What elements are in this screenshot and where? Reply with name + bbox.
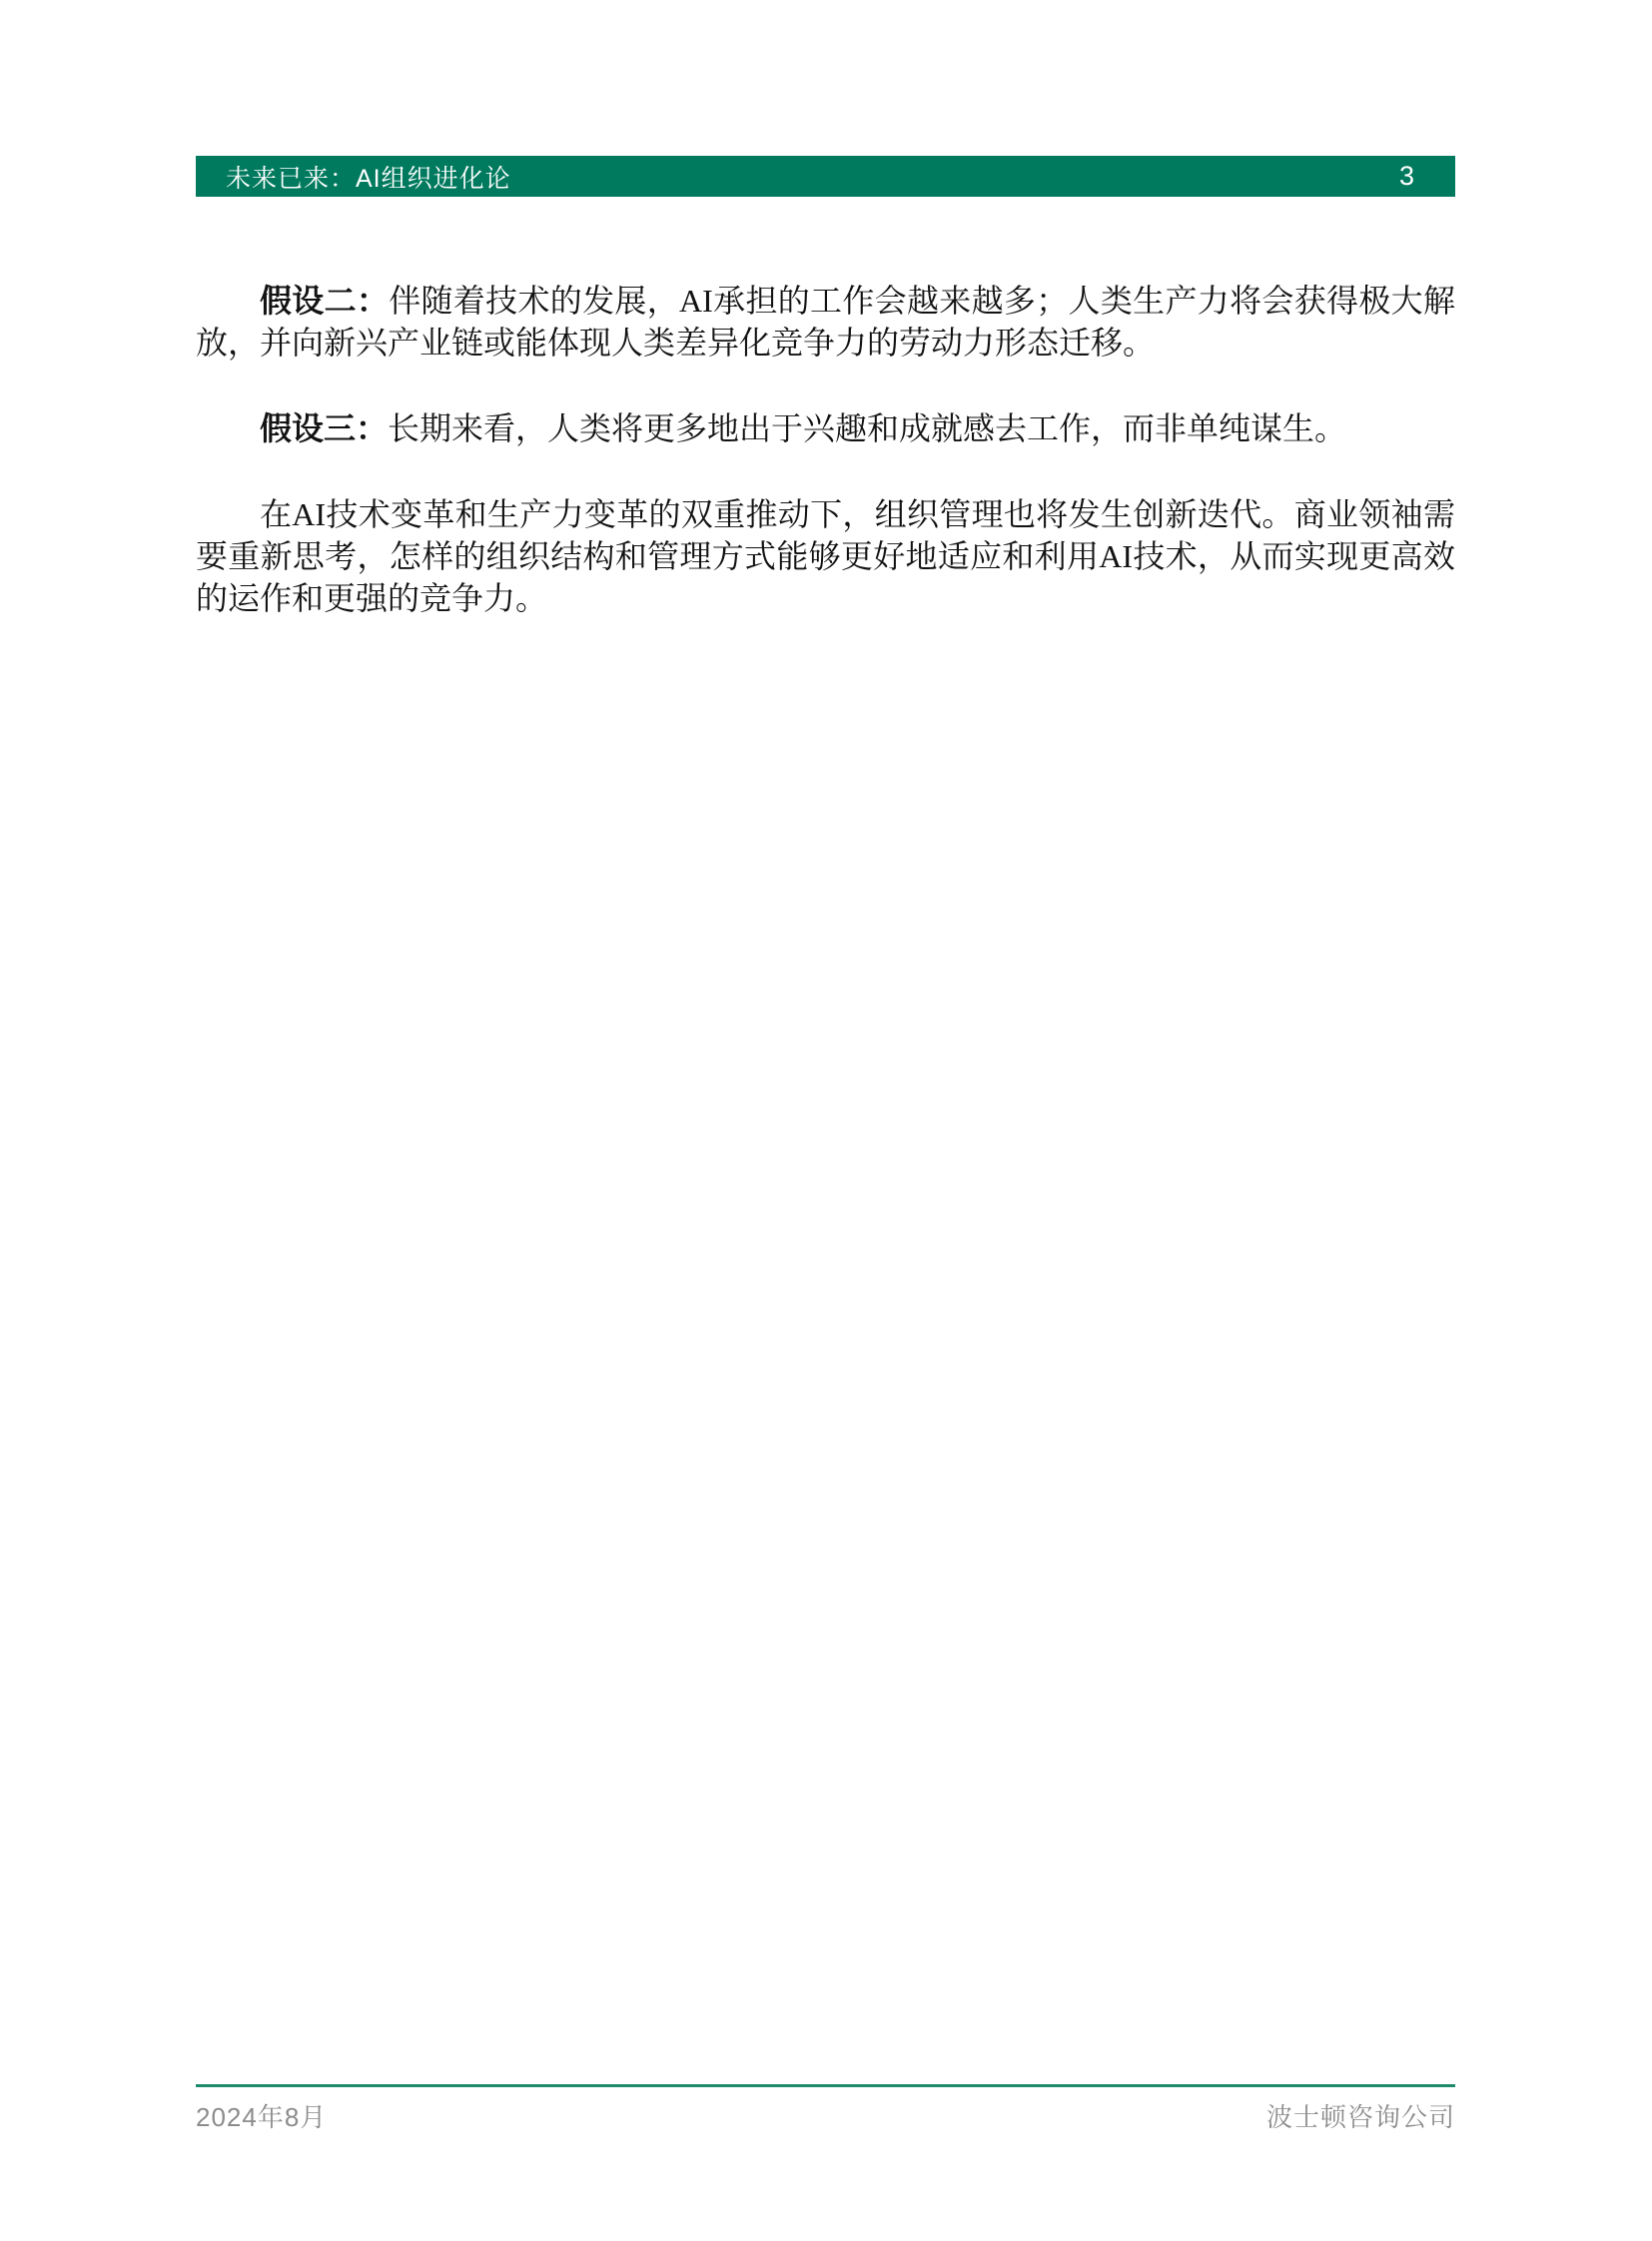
paragraph-text: 在AI技术变革和生产力变革的双重推动下，组织管理也将发生创新迭代。商业领袖需要重新思考，怎样的组织结构和管理方式能够更好地适应和利用AI技术，从而实现更高效的运作和更强的竞争力。 [196,496,1455,616]
footer-date: 2024年8月 [196,2102,328,2132]
paragraph-text: 伴随着技术的发展，AI承担的工作会越来越多；人类生产力将会获得极大解放，并向新兴产业链或能体现人类差异化竞争力的劳动力形态迁移。 [196,283,1455,361]
paragraph-conclusion [196,493,1455,619]
paragraph-hypothesis-3 [196,407,1455,449]
page-number: 3 [1398,161,1415,191]
paragraph-text: 长期来看，人类将更多地出于兴趣和成就感去工作，而非单纯谋生。 [388,410,1347,446]
header-title: 未来已来：AI组织进化论 [226,164,511,193]
paragraph-hypothesis-2 [196,280,1455,364]
page-body [196,280,1455,663]
paragraph-lead: 假设三： [260,410,389,446]
page-footer [196,2097,1455,2134]
paragraph-lead: 假设二： [260,283,390,319]
page-header-bar [196,156,1455,197]
footer-company: 波士顿咨询公司 [1265,2102,1455,2132]
footer-rule [196,2084,1455,2087]
